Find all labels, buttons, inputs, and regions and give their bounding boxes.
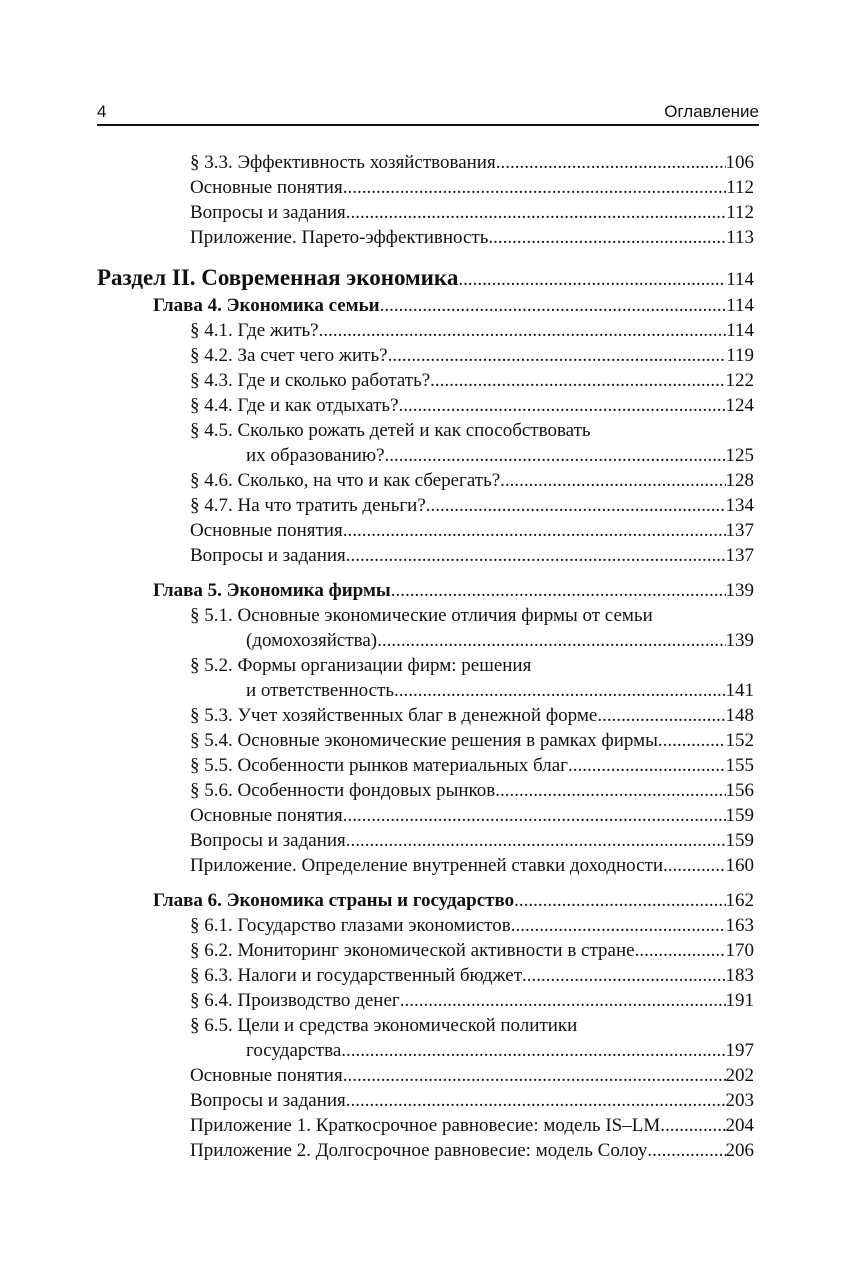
toc-chapter-title: Глава 6. Экономика страны и государство bbox=[153, 890, 515, 911]
toc-entry-title: § 6.3. Налоги и государственный бюджет bbox=[190, 965, 523, 986]
toc-entry-4-1[interactable] bbox=[0, 318, 857, 343]
toc-entry-title: Приложение. Определение внутренней ставки доходности bbox=[190, 855, 664, 876]
toc-entry-ch4-questions[interactable] bbox=[0, 543, 857, 568]
leader-dots bbox=[568, 753, 726, 778]
leader-dots bbox=[488, 225, 726, 250]
toc-entry-ch3-appendix[interactable] bbox=[0, 225, 857, 250]
toc-entry-title: § 5.3. Учет хозяйственных благ в денежной форме bbox=[190, 705, 598, 726]
toc-entry-title: Приложение 1. Краткосрочное равновесие: модель IS–LM bbox=[190, 1115, 661, 1136]
leader-dots bbox=[385, 443, 726, 468]
toc-entry-title: § 4.6. Сколько, на что и как сберегать? bbox=[190, 470, 501, 491]
toc-entry-5-4[interactable] bbox=[0, 728, 857, 753]
leader-dots bbox=[346, 543, 726, 568]
toc-entry-title: Вопросы и задания bbox=[190, 830, 346, 851]
toc-part-title: Раздел II. Современная экономика bbox=[97, 265, 459, 290]
toc-entry-6-1[interactable] bbox=[0, 913, 857, 938]
toc-entry-page: 137 bbox=[725, 545, 754, 566]
leader-dots bbox=[514, 888, 725, 913]
toc-entry-title: § 6.1. Государство глазами экономистов bbox=[190, 915, 511, 936]
toc-entry-page: 112 bbox=[726, 177, 754, 198]
toc-entry-page: 125 bbox=[725, 445, 754, 466]
toc-entry-title: и ответственность bbox=[246, 680, 395, 701]
toc-entry-ch4-concepts[interactable] bbox=[0, 518, 857, 543]
toc-entry-6-5-line1[interactable] bbox=[0, 1013, 857, 1038]
toc-entry-title: § 6.4. Производство денег bbox=[190, 990, 400, 1011]
leader-dots bbox=[660, 1113, 725, 1138]
toc-chapter-title: Глава 4. Экономика семьи bbox=[153, 295, 380, 316]
leader-dots bbox=[343, 803, 726, 828]
leader-dots bbox=[522, 963, 725, 988]
leader-dots bbox=[495, 778, 725, 803]
toc-entry-title: § 6.2. Мониторинг экономической активности в стране bbox=[190, 940, 635, 961]
toc-entry-title: § 5.1. Основные экономические отличия фирмы от семьи bbox=[190, 605, 653, 626]
leader-dots bbox=[394, 678, 725, 703]
toc-entry-title: § 4.2. За счет чего жить? bbox=[190, 345, 388, 366]
toc-entry-page: 112 bbox=[726, 202, 754, 223]
toc-entry-page: 203 bbox=[725, 1090, 754, 1111]
toc-entry-page: 137 bbox=[725, 520, 754, 541]
toc-entry-title: Приложение 2. Долгосрочное равновесие: модель Солоу bbox=[190, 1140, 648, 1161]
toc-entry-page: 113 bbox=[726, 227, 754, 248]
toc-entry-5-1[interactable] bbox=[0, 628, 857, 653]
toc-entry-3-3[interactable] bbox=[0, 150, 857, 175]
toc-entry-page: 114 bbox=[726, 320, 754, 341]
leader-dots bbox=[343, 175, 727, 200]
toc-entry-page: 204 bbox=[725, 1115, 754, 1136]
toc-entry-page: 128 bbox=[725, 470, 754, 491]
toc-entry-page: 156 bbox=[725, 780, 754, 801]
toc-entry-page: 183 bbox=[725, 965, 754, 986]
leader-dots bbox=[346, 828, 726, 853]
toc-entry-page: 191 bbox=[725, 990, 754, 1011]
toc-entry-page: 162 bbox=[725, 890, 754, 911]
leader-dots bbox=[380, 293, 727, 318]
toc-chapter-title: Глава 5. Экономика фирмы bbox=[153, 580, 391, 601]
toc-entry-ch5-appendix[interactable] bbox=[0, 853, 857, 878]
toc-entry-6-3[interactable] bbox=[0, 963, 857, 988]
toc-entry-6-4[interactable] bbox=[0, 988, 857, 1013]
toc-entry-page: 106 bbox=[725, 152, 754, 173]
leader-dots bbox=[496, 150, 726, 175]
toc-entry-ch3-questions[interactable] bbox=[0, 200, 857, 225]
toc-entry-title: § 5.2. Формы организации фирм: решения bbox=[190, 655, 532, 676]
leader-dots bbox=[346, 1088, 726, 1113]
toc-entry-4-7[interactable] bbox=[0, 493, 857, 518]
toc-chapter-6[interactable] bbox=[0, 888, 857, 913]
toc-entry-ch6-appendix-1[interactable] bbox=[0, 1113, 857, 1138]
leader-dots bbox=[647, 1138, 725, 1163]
toc-entry-5-2[interactable] bbox=[0, 678, 857, 703]
toc-chapter-5[interactable] bbox=[0, 578, 857, 603]
leader-dots bbox=[341, 1038, 725, 1063]
toc-entry-6-2[interactable] bbox=[0, 938, 857, 963]
toc-entry-page: 124 bbox=[725, 395, 754, 416]
toc-entry-5-2-line1[interactable] bbox=[0, 653, 857, 678]
toc-entry-5-3[interactable] bbox=[0, 703, 857, 728]
toc-entry-page: 139 bbox=[725, 580, 754, 601]
toc-entry-title: § 5.6. Особенности фондовых рынков bbox=[190, 780, 496, 801]
toc-entry-title: § 4.4. Где и как отдыхать? bbox=[190, 395, 399, 416]
leader-dots bbox=[400, 988, 726, 1013]
leader-dots bbox=[377, 628, 725, 653]
toc-entry-page: 114 bbox=[726, 269, 754, 290]
toc-entry-page: 202 bbox=[725, 1065, 754, 1086]
toc-entry-page: 159 bbox=[725, 830, 754, 851]
toc-entry-title: § 4.1. Где жить? bbox=[190, 320, 319, 341]
toc-entry-ch6-questions[interactable] bbox=[0, 1088, 857, 1113]
leader-dots bbox=[597, 703, 725, 728]
toc-entry-title: Основные понятия bbox=[190, 177, 343, 198]
toc-entry-4-5-line1[interactable] bbox=[0, 418, 857, 443]
toc-entry-page: 122 bbox=[725, 370, 754, 391]
toc-entry-title: Основные понятия bbox=[190, 805, 343, 826]
toc-entry-title: Приложение. Парето-эффективность bbox=[190, 227, 489, 248]
toc-entry-page: 141 bbox=[725, 680, 754, 701]
toc-entry-5-6[interactable] bbox=[0, 778, 857, 803]
toc-entry-5-5[interactable] bbox=[0, 753, 857, 778]
toc-entry-page: 134 bbox=[725, 495, 754, 516]
leader-dots bbox=[663, 853, 725, 878]
toc-entry-ch5-concepts[interactable] bbox=[0, 803, 857, 828]
running-head bbox=[97, 100, 759, 126]
leader-dots bbox=[430, 368, 725, 393]
toc-entry-title: Основные понятия bbox=[190, 1065, 343, 1086]
toc-entry-4-3[interactable] bbox=[0, 368, 857, 393]
toc-entry-page: 163 bbox=[725, 915, 754, 936]
toc-entry-6-5[interactable] bbox=[0, 1038, 857, 1063]
leader-dots bbox=[500, 468, 725, 493]
leader-dots bbox=[426, 493, 726, 518]
toc-entry-title: государства bbox=[246, 1040, 342, 1061]
toc-entry-page: 155 bbox=[725, 755, 754, 776]
toc-chapter-4[interactable] bbox=[0, 293, 857, 318]
leader-dots bbox=[343, 518, 726, 543]
toc-entry-page: 197 bbox=[725, 1040, 754, 1061]
toc-entry-title: § 5.4. Основные экономические решения в рамках фирмы bbox=[190, 730, 658, 751]
toc-entry-title: Вопросы и задания bbox=[190, 202, 346, 223]
toc-entry-page: 160 bbox=[725, 855, 754, 876]
leader-dots bbox=[388, 343, 727, 368]
leader-dots bbox=[343, 1063, 726, 1088]
toc-entry-title: (домохозяйства) bbox=[246, 630, 378, 651]
toc-entry-title: § 4.3. Где и сколько работать? bbox=[190, 370, 431, 391]
leader-dots bbox=[391, 578, 726, 603]
page-number: 4 bbox=[97, 102, 107, 121]
leader-dots bbox=[635, 938, 726, 963]
toc-entry-page: 170 bbox=[725, 940, 754, 961]
toc-entry-title: Вопросы и задания bbox=[190, 1090, 346, 1111]
toc-entry-ch6-concepts[interactable] bbox=[0, 1063, 857, 1088]
toc-entry-ch5-questions[interactable] bbox=[0, 828, 857, 853]
toc-entry-title: § 6.5. Цели и средства экономической политики bbox=[190, 1015, 578, 1036]
toc-entry-title: § 5.5. Особенности рынков материальных благ bbox=[190, 755, 568, 776]
toc-entry-page: 139 bbox=[725, 630, 754, 651]
toc-entry-page: 119 bbox=[726, 345, 754, 366]
toc-entry-page: 114 bbox=[726, 295, 754, 316]
toc-entry-4-4[interactable] bbox=[0, 393, 857, 418]
toc-entry-title: § 4.7. На что тратить деньги? bbox=[190, 495, 426, 516]
leader-dots bbox=[511, 913, 726, 938]
toc-entry-ch6-appendix-2[interactable] bbox=[0, 1138, 857, 1163]
toc-entry-ch3-concepts[interactable] bbox=[0, 175, 857, 200]
toc-entry-page: 159 bbox=[725, 805, 754, 826]
toc-entry-5-1-line1[interactable] bbox=[0, 603, 857, 628]
toc-part-2[interactable] bbox=[0, 263, 857, 293]
leader-dots bbox=[458, 265, 726, 295]
toc-entry-page: 206 bbox=[725, 1140, 754, 1161]
toc-entry-4-5[interactable] bbox=[0, 443, 857, 468]
table-of-contents bbox=[0, 150, 857, 1163]
running-title: Оглавление bbox=[664, 102, 759, 121]
toc-entry-title: § 3.3. Эффективность хозяйствования bbox=[190, 152, 496, 173]
leader-dots bbox=[658, 728, 726, 753]
toc-entry-title: Основные понятия bbox=[190, 520, 343, 541]
leader-dots bbox=[346, 200, 726, 225]
toc-entry-title: § 4.5. Сколько рожать детей и как способствовать bbox=[190, 420, 591, 441]
toc-entry-4-6[interactable] bbox=[0, 468, 857, 493]
leader-dots bbox=[319, 318, 727, 343]
toc-entry-title: Вопросы и задания bbox=[190, 545, 346, 566]
toc-entry-page: 152 bbox=[725, 730, 754, 751]
leader-dots bbox=[399, 393, 726, 418]
toc-entry-page: 148 bbox=[725, 705, 754, 726]
toc-entry-4-2[interactable] bbox=[0, 343, 857, 368]
toc-entry-title: их образованию? bbox=[246, 445, 385, 466]
